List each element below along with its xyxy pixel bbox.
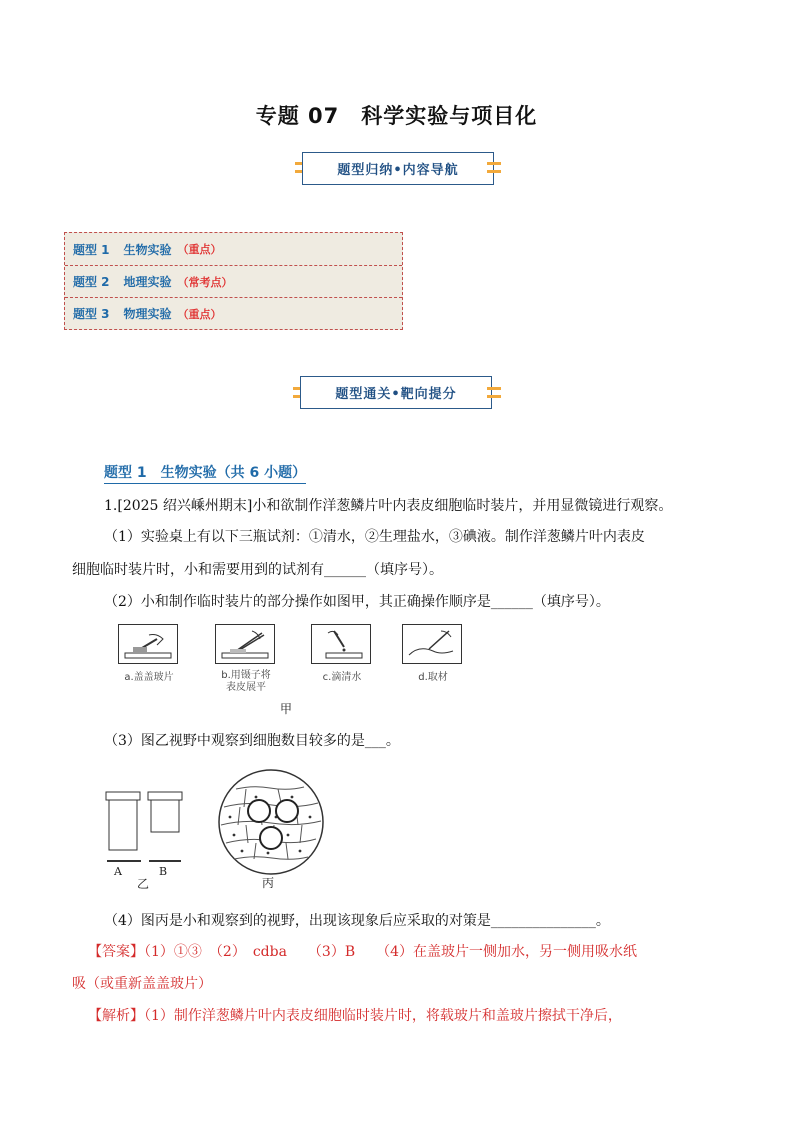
microscope-field-image bbox=[216, 767, 326, 877]
question-part-3: （3）图乙视野中观察到细胞数目较多的是___。 bbox=[104, 733, 400, 749]
page-title: 专题 07 科学实验与项目化 bbox=[255, 104, 538, 128]
step-c-caption: c.滴清水 bbox=[322, 672, 362, 683]
figure-jia-step-c bbox=[311, 624, 373, 684]
toc-item-tag: （常考点） bbox=[177, 275, 233, 289]
figure-yi bbox=[104, 790, 188, 874]
section-heading: 题型 1 生物实验（共 6 小题） bbox=[104, 462, 306, 484]
figure-jia-step-a bbox=[118, 624, 180, 684]
banner-content-navigation: 题型归纳•内容导航 bbox=[302, 152, 494, 185]
banner-right-decoration bbox=[487, 162, 501, 174]
figure-jia-step-b bbox=[215, 624, 277, 694]
step-b-image bbox=[215, 624, 275, 664]
toc-item[interactable] bbox=[65, 233, 402, 265]
figure-bing bbox=[216, 767, 326, 881]
figure-yi-label-b: B bbox=[159, 865, 168, 878]
question-stem: 1.[2025 绍兴嵊州期末]小和欲制作洋葱鳞片叶内表皮细胞临时装片，并用显微镜进行观察。 bbox=[104, 498, 673, 514]
toc-item-number: 题型 3 bbox=[73, 307, 110, 321]
toc-item-number: 题型 2 bbox=[73, 275, 110, 289]
objective-lenses-image bbox=[104, 790, 188, 870]
step-d-caption: d.取材 bbox=[418, 672, 448, 683]
question-part-2: （2）小和制作临时装片的部分操作如图甲，其正确操作顺序是______（填序号）。 bbox=[104, 594, 610, 610]
toc-item[interactable] bbox=[65, 297, 402, 329]
step-c-image bbox=[311, 624, 371, 664]
toc-item-name: 生物实验 bbox=[123, 242, 172, 257]
toc-item-number: 题型 1 bbox=[73, 242, 110, 257]
banner-practice: 题型通关•靶向提分 bbox=[300, 376, 492, 409]
toc-item-tag: （重点） bbox=[177, 307, 222, 321]
toc-item-name: 物理实验 bbox=[123, 307, 172, 321]
toc-item-tag: （重点） bbox=[177, 243, 222, 256]
step-b-caption: b.用镊子将 表皮展平 bbox=[221, 670, 271, 693]
toc-box bbox=[64, 232, 403, 330]
step-a-caption: a.盖盖玻片 bbox=[124, 672, 174, 683]
analysis-line-1: 【解析】（1）制作洋葱鳞片叶内表皮细胞临时装片时，将载玻片和盖玻片擦拭干净后， bbox=[88, 1008, 622, 1024]
figure-yi-label: 乙 bbox=[137, 877, 150, 891]
banner-right-decoration bbox=[487, 387, 501, 399]
figure-yi-label-a: A bbox=[114, 865, 122, 878]
question-part-1-line-2: 细胞临时装片时，小和需要用到的试剂有______（填序号）。 bbox=[72, 562, 443, 578]
question-part-1-line-1: （1）实验桌上有以下三瓶试剂：①清水，②生理盐水，③碘液。制作洋葱鳞片叶内表皮 bbox=[104, 529, 645, 545]
step-d-image bbox=[402, 624, 462, 664]
figure-bing-label: 丙 bbox=[262, 876, 275, 890]
question-part-4: （4）图丙是小和观察到的视野，出现该现象后应采取的对策是_______________。 bbox=[104, 913, 610, 929]
toc-item-name: 地理实验 bbox=[123, 275, 172, 289]
answer-line-1: 【答案】（1）①③ （2） cdba （3）B （4）在盖玻片一侧加水，另一侧用吸水纸 bbox=[88, 944, 638, 960]
answer-line-2: 吸（或重新盖盖玻片） bbox=[72, 976, 212, 992]
step-a-image bbox=[118, 624, 178, 664]
toc-item[interactable] bbox=[65, 265, 402, 297]
figure-jia-step-d bbox=[402, 624, 464, 684]
figure-jia-label: 甲 bbox=[280, 702, 293, 716]
